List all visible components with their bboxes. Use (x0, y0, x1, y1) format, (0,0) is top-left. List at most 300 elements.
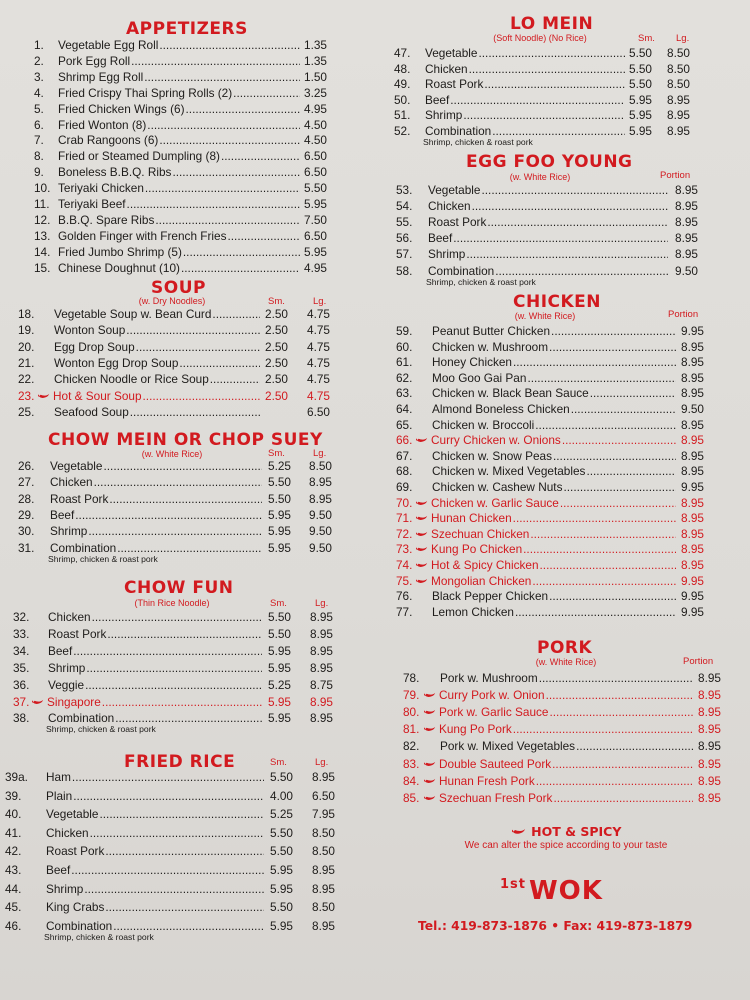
item-name-text: Pork w. Mushroom (440, 671, 538, 685)
item-name (432, 604, 676, 620)
item-number: 75. (396, 573, 413, 588)
price: 6.50 (304, 149, 327, 164)
price-small: 5.95 (270, 863, 293, 877)
price-large: 8.95 (667, 123, 690, 138)
item-note: Shrimp, chicken & roast pork (48, 553, 158, 564)
price: 1.35 (304, 38, 327, 52)
item-number: 61. (396, 355, 413, 370)
price-small: 5.50 (268, 626, 291, 641)
item-number: 76. (396, 589, 413, 604)
item-number: 49. (394, 77, 411, 91)
menu-item-row (0, 164, 750, 180)
contact-line (418, 919, 692, 933)
fried-rice-col-large: Lg. (315, 757, 329, 768)
item-number: 29. (18, 507, 35, 522)
item-name (416, 541, 676, 557)
price-small: 5.95 (270, 918, 293, 933)
item-number: 42. (5, 844, 22, 859)
menu-item-row (0, 61, 750, 77)
item-number: 20. (18, 339, 35, 354)
item-name-text: Chicken (50, 475, 93, 490)
item-name-text: Chicken w. Mushroom (432, 339, 549, 354)
menu-item-row (0, 260, 750, 287)
price: 8.95 (681, 370, 704, 385)
chow-mein-col-small: Sm. (268, 448, 285, 459)
item-number: 63. (396, 386, 413, 401)
item-name-text: Chicken w. Garlic Sauce (431, 495, 559, 510)
price-small: 4.00 (270, 788, 293, 803)
menu-item-row (0, 899, 750, 915)
price-small: 5.50 (270, 900, 293, 915)
soup-col-small: Sm. (268, 296, 285, 307)
item-number: 40. (5, 807, 22, 822)
item-number: 68. (396, 464, 413, 479)
item-name (46, 862, 264, 878)
item-name-text: Roast Pork (48, 626, 107, 641)
item-number: 78. (403, 671, 420, 685)
item-number: 3. (34, 69, 44, 84)
item-name-text: Shrimp (48, 660, 86, 675)
item-number: 33. (13, 626, 30, 641)
chili-pepper-icon (416, 527, 431, 541)
menu-item-row (0, 825, 750, 841)
menu-item-row (0, 643, 750, 659)
item-number: 57. (396, 247, 413, 262)
egg-foo-young-subtitle: (w. White Rice) (509, 172, 571, 182)
menu-item-row (0, 790, 750, 806)
price: 8.95 (675, 247, 698, 262)
item-name (428, 214, 668, 230)
price-small: 5.50 (270, 825, 293, 840)
item-number: 51. (394, 108, 411, 122)
item-name (428, 230, 668, 246)
price-large: 9.50 (309, 507, 332, 522)
item-name (432, 339, 676, 355)
chow-fun-col-large: Lg. (315, 598, 329, 609)
item-name (432, 323, 676, 339)
item-name-text: Roast Pork (425, 77, 484, 91)
item-number: 23. (18, 388, 35, 403)
item-name-text: Pork Egg Roll (58, 53, 131, 68)
chili-pepper-icon (416, 433, 431, 447)
menu-item-row (0, 526, 750, 542)
item-name (46, 881, 264, 897)
item-name-text: Fried Chicken Wings (6) (58, 101, 185, 116)
item-name (432, 385, 676, 401)
item-name (425, 61, 625, 77)
item-name (416, 495, 676, 511)
item-name-text: Roast Pork (50, 491, 109, 506)
fax-number: Fax: 419-873-1879 (563, 919, 693, 933)
menu-item-row (0, 626, 750, 642)
contact-separator: • (551, 919, 560, 933)
item-number: 65. (396, 417, 413, 432)
item-number: 6. (34, 117, 44, 132)
menu-item-row (0, 495, 750, 511)
price-large: 8.50 (312, 900, 335, 915)
chili-pepper-icon (424, 757, 439, 771)
item-name-text: Chicken w. Black Bean Sauce (432, 386, 589, 401)
item-name-text: Lemon Chicken (432, 604, 514, 619)
price-large: 8.95 (309, 475, 332, 490)
item-number: 70. (396, 495, 413, 510)
item-name-text: Teriyaki Chicken (58, 181, 144, 196)
item-name-text: Singapore (47, 694, 101, 709)
menu-item-row (0, 738, 750, 754)
item-name-text: Chicken (48, 610, 91, 624)
item-name-text: Szechuan Chicken (431, 526, 530, 541)
price: 4.95 (304, 260, 327, 275)
hot-spicy-legend (512, 824, 621, 839)
item-note: Shrimp, chicken & roast pork (46, 724, 156, 735)
price: 4.50 (304, 133, 327, 148)
price-large: 8.95 (310, 610, 333, 624)
item-name (416, 573, 676, 589)
item-number: 60. (396, 339, 413, 354)
price: 6.50 (304, 228, 327, 243)
price: 8.95 (675, 215, 698, 230)
restaurant-logo (500, 876, 603, 906)
item-number: 54. (396, 199, 413, 214)
item-name-text: Beef (425, 92, 450, 107)
item-name-text: Szechuan Fresh Pork (439, 790, 553, 805)
item-name-text: Combination (425, 123, 492, 138)
item-name (432, 354, 676, 370)
price-large: 8.75 (310, 677, 333, 692)
item-number: 31. (18, 540, 35, 555)
menu-item-row (0, 862, 750, 878)
price: 8.95 (675, 183, 698, 197)
price-small: 5.50 (268, 491, 291, 506)
item-number: 72. (396, 526, 413, 541)
price: 8.95 (698, 790, 721, 805)
item-name (425, 107, 625, 123)
phone-number: Tel.: 419-873-1876 (418, 919, 547, 933)
price: 9.50 (681, 402, 704, 416)
price: 8.95 (681, 526, 704, 541)
price: 5.95 (304, 197, 327, 211)
price-small: 5.95 (629, 92, 652, 107)
item-number: 55. (396, 215, 413, 230)
item-name-text: Combination (46, 918, 113, 933)
menu-item-row (0, 417, 750, 433)
item-name-text: B.B.Q. Spare Ribs (58, 212, 155, 227)
chow-fun-heading: CHOW FUN (124, 578, 234, 598)
item-name (432, 479, 676, 495)
item-number: 74. (396, 558, 413, 572)
price-large: 8.50 (309, 459, 332, 473)
item-number: 71. (396, 511, 413, 526)
item-number: 35. (13, 660, 30, 675)
item-number: 19. (18, 323, 35, 338)
price-small: 5.25 (268, 459, 291, 473)
price: 9.50 (675, 263, 698, 278)
item-name-text: Fried Wonton (8) (58, 117, 147, 132)
menu-item-row (0, 432, 750, 448)
price: 4.50 (304, 117, 327, 132)
item-name-text: Combination (50, 540, 117, 555)
chicken-subtitle: (w. White Rice) (514, 311, 576, 321)
item-name-text: Combination (48, 711, 115, 726)
menu-item-row (0, 687, 750, 703)
price: 9.95 (681, 604, 704, 619)
price-large: 8.95 (310, 711, 333, 726)
price: 8.95 (698, 739, 721, 754)
price-large: 8.50 (667, 77, 690, 91)
menu-item-row (0, 756, 750, 772)
menu-item-row (0, 370, 750, 386)
price-large: 9.50 (309, 540, 332, 555)
price-large: 8.95 (667, 108, 690, 122)
item-number: 30. (18, 524, 35, 539)
item-number: 80. (403, 705, 420, 720)
price-small: 2.50 (265, 372, 288, 387)
item-name-text: Seafood Soup (54, 404, 129, 419)
menu-item-row (0, 107, 750, 123)
price: 9.95 (681, 324, 704, 338)
item-name-text: Plain (46, 788, 73, 803)
menu-item-row (0, 448, 750, 464)
menu-item-row (0, 670, 750, 686)
price-small: 5.95 (268, 660, 291, 675)
chili-pepper-icon (416, 574, 431, 588)
price: 8.95 (681, 542, 704, 557)
lo-mein-col-small: Sm. (638, 33, 655, 44)
price-small: 5.50 (270, 844, 293, 859)
price-small: 5.50 (268, 475, 291, 490)
price-large: 8.50 (312, 844, 335, 859)
fried-rice-col-small: Sm. (270, 757, 287, 768)
item-name-text: Ham (46, 770, 71, 784)
price-small: 5.95 (629, 108, 652, 122)
item-number: 8. (34, 149, 44, 164)
menu-item-row (0, 354, 750, 370)
chicken-col-portion: Portion (668, 309, 699, 320)
item-name-text: Vegetable (50, 459, 103, 473)
price-small: 5.95 (268, 711, 291, 726)
price: 8.95 (681, 558, 704, 572)
item-number: 81. (403, 722, 420, 737)
price: 8.95 (681, 448, 704, 463)
item-name (424, 773, 693, 789)
item-name-text: Black Pepper Chicken (432, 589, 549, 604)
item-name-text: Veggie (48, 677, 85, 692)
item-number: 14. (34, 244, 51, 259)
item-name (416, 510, 676, 526)
item-number: 66. (396, 433, 413, 448)
item-name (416, 432, 676, 448)
price: 9.95 (681, 589, 704, 604)
item-name-text: Hot & Spicy Chicken (431, 558, 539, 572)
item-name-text: Beef (50, 507, 75, 522)
item-name-text: Shrimp (50, 524, 88, 539)
item-name-text: Fried Jumbo Shrimp (5) (58, 244, 182, 259)
lo-mein-subtitle: (Soft Noodle) (No Rice) (493, 33, 587, 43)
price-large: 9.50 (309, 524, 332, 539)
item-number: 62. (396, 370, 413, 385)
item-name-text: Shrimp Egg Roll (58, 69, 144, 84)
item-name (432, 401, 676, 417)
item-note: Shrimp, chicken & roast pork (423, 136, 533, 147)
item-name (432, 463, 676, 479)
item-name-text: Wonton Soup (54, 323, 126, 338)
price: 8.95 (675, 231, 698, 246)
item-name-text: Peanut Butter Chicken (432, 324, 551, 338)
item-name (46, 899, 264, 915)
price: 8.95 (681, 433, 704, 448)
item-name-text: Chicken Noodle or Rice Soup (54, 372, 209, 387)
item-note: Shrimp, chicken & roast pork (44, 931, 154, 942)
menu-item-row (0, 588, 750, 604)
price-small: 5.95 (270, 881, 293, 896)
item-name (425, 76, 625, 92)
item-name (424, 756, 693, 772)
item-number: 48. (394, 61, 411, 76)
item-number: 21. (18, 355, 35, 370)
item-name-text: Chicken (46, 825, 89, 840)
item-number: 5. (34, 101, 44, 116)
item-number: 37. (13, 694, 30, 709)
item-name-text: Vegetable (46, 807, 99, 822)
price-large: 7.95 (312, 807, 335, 822)
hot-spicy-label: HOT & SPICY (531, 824, 622, 839)
item-number: 26. (18, 459, 35, 473)
item-number: 44. (5, 881, 22, 896)
menu-item-row (0, 573, 750, 589)
menu-item-row (0, 773, 750, 789)
price: 9.95 (681, 573, 704, 588)
item-number: 25. (18, 404, 35, 419)
appetizers-heading: APPETIZERS (126, 19, 248, 39)
item-number: 28. (18, 491, 35, 506)
price-small: 5.95 (268, 524, 291, 539)
price: 5.50 (304, 181, 327, 196)
menu-item-row (0, 604, 750, 620)
chili-pepper-icon (424, 774, 439, 788)
price-large: 4.75 (307, 339, 330, 354)
price-large: 8.50 (667, 61, 690, 76)
price-large: 8.95 (667, 92, 690, 107)
item-name-text: Chicken w. Broccoli (432, 417, 535, 432)
chili-pepper-icon (416, 558, 431, 572)
price-small: 5.50 (629, 61, 652, 76)
price-large: 6.50 (307, 404, 330, 419)
price-large: 8.95 (312, 881, 335, 896)
item-name (416, 526, 676, 542)
item-number: 84. (403, 773, 420, 788)
item-name-text: Vegetable (428, 183, 481, 197)
pork-heading: PORK (537, 638, 593, 658)
item-number: 10. (34, 181, 51, 196)
price-large: 8.50 (667, 46, 690, 60)
soup-col-large: Lg. (313, 296, 327, 307)
item-number: 22. (18, 372, 35, 387)
menu-item-row (0, 246, 750, 262)
item-name-text: Combination (428, 263, 495, 278)
item-name (425, 45, 625, 61)
item-number: 1. (34, 38, 44, 52)
price: 7.50 (304, 212, 327, 227)
item-name-text: Teriyaki Beef (58, 197, 126, 211)
price: 1.35 (304, 53, 327, 68)
soup-subtitle: (w. Dry Noodles) (138, 296, 206, 306)
chow-fun-col-small: Sm. (270, 598, 287, 609)
item-name-text: Honey Chicken (432, 355, 512, 370)
price: 8.95 (698, 688, 721, 703)
item-name-text: King Crabs (46, 900, 105, 915)
item-name-text: Golden Finger with French Fries (58, 228, 227, 243)
item-name (440, 738, 693, 754)
egg-foo-young-heading: EGG FOO YOUNG (466, 152, 633, 172)
price: 5.95 (304, 244, 327, 259)
item-number: 64. (396, 402, 413, 416)
item-number: 41. (5, 825, 22, 840)
item-number: 77. (396, 604, 413, 619)
price-large: 4.75 (307, 307, 330, 321)
item-name (432, 588, 676, 604)
item-name-text: Vegetable Soup w. Bean Curd (54, 307, 212, 321)
price: 3.25 (304, 85, 327, 100)
spice-note: We can alter the spice according to your taste (464, 840, 668, 851)
item-number: 73. (396, 542, 413, 557)
brand-sup: 1st (500, 877, 526, 892)
menu-item-row (0, 806, 750, 822)
menu-item-row (0, 76, 750, 92)
item-name (54, 306, 260, 322)
item-number: 34. (13, 643, 30, 658)
price: 8.95 (698, 705, 721, 720)
price-small: 5.25 (270, 807, 293, 822)
item-number: 53. (396, 183, 413, 197)
chili-pepper-icon (424, 791, 439, 805)
price-small: 5.95 (268, 507, 291, 522)
item-name (425, 92, 625, 108)
item-name-text: Shrimp (46, 881, 84, 896)
menu-item-row (0, 385, 750, 401)
price: 8.95 (675, 199, 698, 214)
item-name (428, 182, 668, 198)
item-number: 12. (34, 212, 51, 227)
price-small: 5.25 (268, 677, 291, 692)
price: 8.95 (681, 495, 704, 510)
item-number: 27. (18, 475, 35, 490)
chili-pepper-icon (416, 542, 431, 556)
item-name (58, 148, 300, 164)
menu-item-row (0, 479, 750, 495)
price-large: 4.75 (307, 388, 330, 403)
item-name-text: Chicken w. Snow Peas (432, 448, 552, 463)
chili-pepper-icon (424, 688, 439, 702)
item-name (424, 704, 693, 720)
price-small: 5.95 (268, 540, 291, 555)
item-name-text: Wonton Egg Drop Soup (54, 355, 179, 370)
item-name-text: Crab Rangoons (6) (58, 133, 159, 148)
price: 8.95 (681, 386, 704, 401)
price-small: 5.50 (268, 610, 291, 624)
item-name (428, 246, 668, 262)
item-number: 38. (13, 711, 30, 726)
item-name-text: Kung Po Pork (439, 722, 512, 737)
price: 9.95 (681, 480, 704, 494)
price-large: 8.95 (310, 660, 333, 675)
item-name-text: Fried Crispy Thai Spring Rolls (2) (58, 85, 233, 100)
price-large: 8.50 (312, 825, 335, 840)
lo-mein-heading: LO MEIN (510, 14, 594, 34)
menu-item-row (0, 92, 750, 108)
item-name-text: Fried or Steamed Dumpling (8) (58, 149, 220, 164)
price: 8.95 (698, 722, 721, 737)
item-name-text: Curry Chicken w. Onions (431, 433, 561, 448)
